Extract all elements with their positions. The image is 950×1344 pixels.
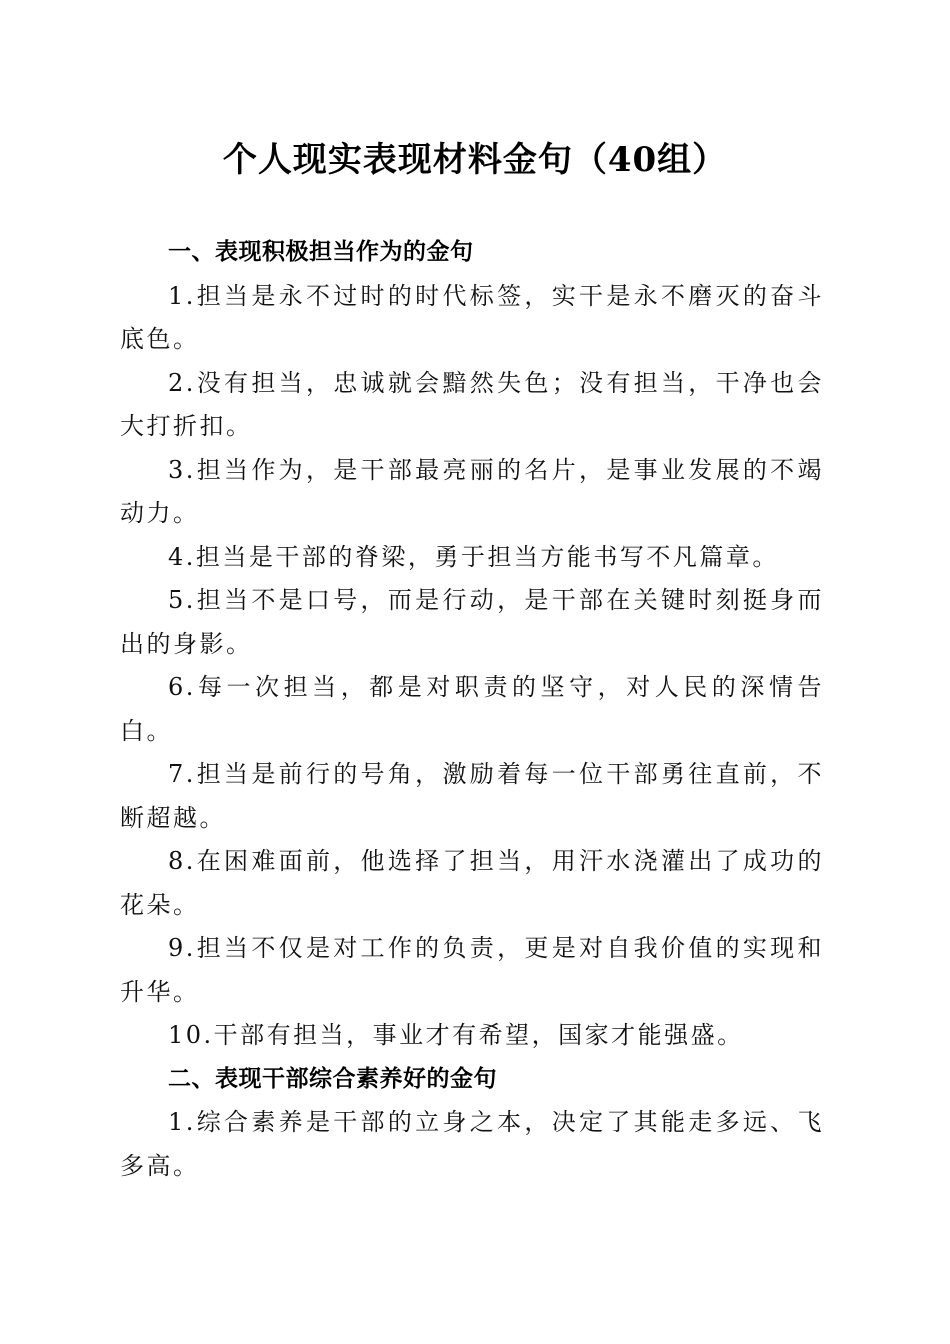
quote-item: 5.担当不是口号，而是行动，是干部在关键时刻挺身而出的身影。 [120, 586, 824, 658]
document-title: 个人现实表现材料金句（40组） [222, 140, 728, 180]
quote-item: 3.担当作为，是干部最亮丽的名片，是事业发展的不竭动力。 [120, 455, 824, 527]
quote-item: 6.每一次担当，都是对职责的坚守，对人民的深情告白。 [120, 673, 824, 745]
quote-item: 4.担当是干部的脊梁，勇于担当方能书写不凡篇章。 [168, 542, 779, 571]
quote-item: 1.综合素养是干部的立身之本，决定了其能走多远、飞多高。 [120, 1108, 824, 1180]
quote-item: 9.担当不仅是对工作的负责，更是对自我价值的实现和升华。 [120, 934, 824, 1006]
quote-item: 10.干部有担当，事业才有希望，国家才能强盛。 [168, 1021, 744, 1049]
document-body [120, 231, 824, 1188]
quote-item: 8.在困难面前，他选择了担当，用汗水浇灌出了成功的花朵。 [120, 847, 824, 919]
quote-item: 1.担当是永不过时的时代标签，实干是永不磨灭的奋斗底色。 [120, 281, 824, 353]
quote-item: 7.担当是前行的号角，激励着每一位干部勇往直前，不断超越。 [120, 760, 824, 832]
section-heading: 二、表现干部综合素养好的金句 [168, 1065, 497, 1092]
quote-item: 2.没有担当，忠诚就会黯然失色；没有担当，干净也会大打折扣。 [120, 368, 824, 440]
section-heading: 一、表现积极担当作为的金句 [168, 239, 474, 265]
